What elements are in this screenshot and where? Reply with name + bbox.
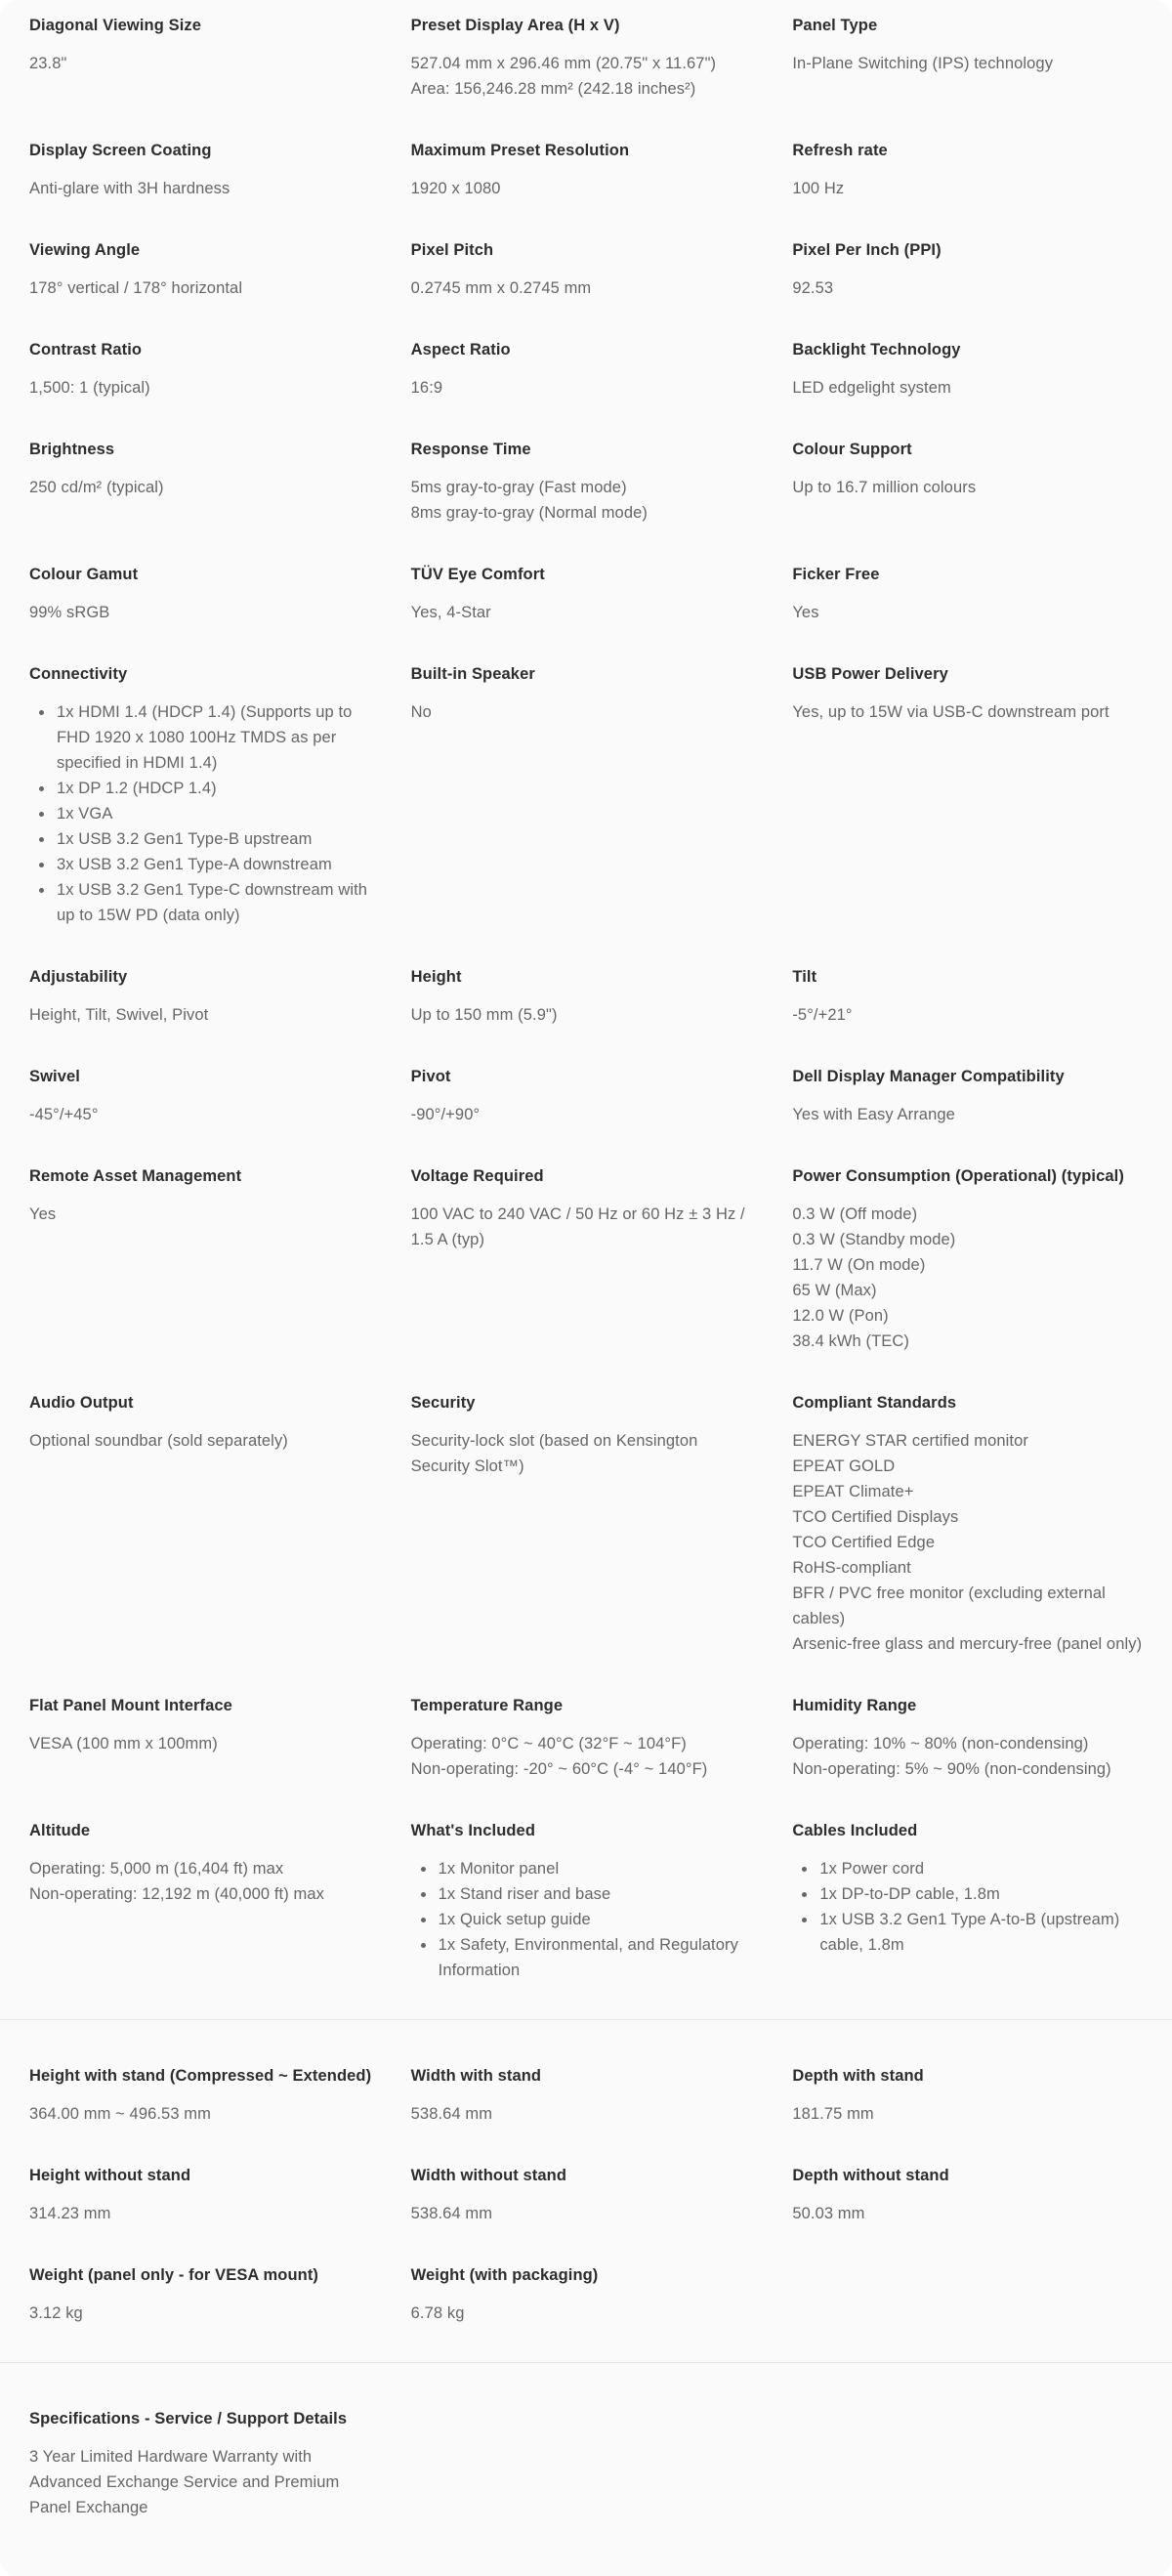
spec-cell [792,237,1143,301]
spec-cell [29,2262,380,2326]
spec-value [792,475,1143,500]
spec-cell [411,964,762,1028]
spec-value-line: 3.12 kg [29,2304,83,2322]
spec-cell [792,1818,1143,1983]
spec-label: Maximum Preset Resolution [410,142,630,159]
spec-value-line: 178° vertical / 178° horizontal [29,279,243,297]
spec-bullet-list [411,1856,762,1983]
spec-row [29,337,1143,401]
spec-value-line: Operating: 5,000 m (16,404 ft) max [29,1860,284,1878]
spec-value [792,275,1143,301]
spec-value-line: Security-lock slot (based on Kensington Security Slot™) [410,1432,698,1475]
spec-label: Aspect Ratio [410,341,511,359]
spec-label: Contrast Ratio [29,341,143,359]
spec-value [29,1102,380,1127]
spec-cell [792,13,1143,102]
spec-cell [792,2163,1143,2226]
spec-value [792,1102,1143,1127]
spec-value-line: 65 W (Max) [792,1282,877,1299]
spec-cell [29,2063,380,2127]
spec-cell [792,1390,1143,1657]
spec-value-line: 250 cd/m² (typical) [29,479,164,496]
spec-value-line: Operating: 0°C ~ 40°C (32°F ~ 104°F) [410,1735,687,1753]
spec-cell [411,2262,762,2326]
spec-label: Depth with stand [792,2067,924,2085]
spec-value [411,51,762,102]
spec-label: Response Time [410,441,531,458]
spec-label: Weight (with packaging) [410,2266,599,2284]
spec-value-line: Yes, up to 15W via USB-C downstream port [792,703,1109,721]
spec-label: Viewing Angle [29,241,141,259]
spec-value-line: LED edgelight system [792,379,951,397]
spec-label: Colour Support [792,441,912,458]
spec-value [29,1856,380,1907]
spec-cell [29,562,380,625]
spec-value [29,2444,380,2520]
spec-value [792,1731,1143,1782]
spec-value-line: 1,500: 1 (typical) [29,379,150,397]
spec-row [29,1818,1143,1983]
spec-label: What's Included [410,1822,536,1839]
spec-value-line: -45°/+45° [29,1106,99,1123]
spec-value-line: EPEAT GOLD [792,1457,896,1475]
spec-value [792,51,1143,76]
spec-cell [29,237,380,301]
spec-cell [411,661,762,928]
spec-value [29,2201,380,2226]
spec-value-line: Non-operating: -20° ~ 60°C (-4° ~ 140°F) [410,1760,708,1778]
spec-value-line: 16:9 [410,379,443,397]
spec-cell [29,2163,380,2226]
spec-value-line: EPEAT Climate+ [792,1483,914,1500]
spec-cell [792,2063,1143,2127]
spec-cell [411,138,762,201]
spec-cell [792,437,1143,526]
spec-value [792,1428,1143,1657]
spec-value-line: In-Plane Switching (IPS) technology [792,55,1054,72]
spec-cell [29,1064,380,1127]
spec-label: Diagonal Viewing Size [29,17,202,34]
spec-label: Ficker Free [792,566,880,583]
spec-value-line: 50.03 mm [792,2205,865,2222]
spec-label: Power Consumption (Operational) (typical) [792,1167,1124,1185]
spec-cell [29,337,380,401]
spec-label: Brightness [29,441,115,458]
bullet-item: • 1x Stand riser and base [437,1881,762,1907]
spec-cell [411,2163,762,2226]
spec-label: Built-in Speaker [410,665,535,683]
spec-cell [29,1693,380,1782]
spec-label: Temperature Range [410,1697,564,1714]
spec-value-line: 8ms gray-to-gray (Normal mode) [410,504,648,522]
spec-cell [411,1693,762,1782]
spec-cell [411,1818,762,1983]
spec-value-line: Yes with Easy Arrange [792,1106,955,1123]
spec-label: Width without stand [410,2167,567,2184]
spec-value [411,176,762,201]
spec-value-line: TCO Certified Displays [792,1508,959,1526]
spec-row [29,964,1143,1028]
spec-value [411,2301,762,2326]
spec-value-line: 100 VAC to 240 VAC / 50 Hz or 60 Hz ± 3 Hz / 1.5 A (typ) [410,1205,745,1248]
spec-value-line: -5°/+21° [792,1006,853,1024]
spec-value-line: 23.8" [29,55,67,72]
spec-value [792,2101,1143,2127]
spec-row [29,1693,1143,1782]
spec-value-line: Optional soundbar (sold separately) [29,1432,288,1450]
spec-row [29,562,1143,625]
spec-row [29,13,1143,102]
spec-value [29,600,380,625]
spec-row [29,437,1143,526]
spec-cell [29,1163,380,1354]
spec-value-line: RoHS-compliant [792,1559,911,1577]
spec-value [29,475,380,500]
spec-value-line: 0.3 W (Off mode) [792,1205,918,1223]
spec-cell [411,1064,762,1127]
spec-value [411,375,762,401]
spec-value [792,375,1143,401]
spec-row [29,1064,1143,1127]
spec-value-line: Non-operating: 5% ~ 90% (non-condensing) [792,1760,1111,1778]
spec-label: Depth without stand [792,2167,949,2184]
spec-cell [792,562,1143,625]
spec-value-line: 1920 x 1080 [410,180,501,197]
spec-label: Audio Output [29,1394,134,1412]
spec-cell [411,562,762,625]
spec-cell [411,237,762,301]
spec-bullet-list [29,699,380,928]
spec-row [29,1390,1143,1657]
bullet-item: • 1x USB 3.2 Gen1 Type-C downstream with up to 15W PD (data only) [55,877,380,928]
spec-value [411,699,762,725]
spec-value-line: Yes [792,604,819,621]
spec-value [411,2101,762,2127]
spec-value [411,475,762,526]
spec-label: Remote Asset Management [29,1167,242,1185]
spec-value [29,51,380,76]
bullet-item: • 3x USB 3.2 Gen1 Type-A downstream [55,852,380,877]
spec-value-line: 38.4 kWh (TEC) [792,1332,909,1350]
bullet-item: • 1x USB 3.2 Gen1 Type-B upstream [55,826,380,852]
spec-cell [792,964,1143,1028]
spec-value-line: Operating: 10% ~ 80% (non-condensing) [792,1735,1089,1753]
spec-label: Display Screen Coating [29,142,212,159]
spec-cell [29,1818,380,1983]
spec-value-line: 0.2745 mm x 0.2745 mm [410,279,592,297]
spec-value-line: 538.64 mm [410,2205,493,2222]
spec-cell [29,138,380,201]
spec-label: Pixel Per Inch (PPI) [792,241,942,259]
spec-value-line: Height, Tilt, Swivel, Pivot [29,1006,209,1024]
spec-value [411,600,762,625]
spec-label: TÜV Eye Comfort [410,566,545,583]
spec-value-line: 3 Year Limited Hardware Warranty with Advanced Exchange Service and Premium Panel Exchange [29,2448,340,2516]
section-divider [0,2019,1172,2020]
spec-value-line: VESA (100 mm x 100mm) [29,1735,218,1753]
spec-label: Height without stand [29,2167,191,2184]
spec-value-line: Area: 156,246.28 mm² (242.18 inches²) [410,80,696,98]
bullet-item: • 1x Safety, Environmental, and Regulatory Information [437,1932,762,1983]
spec-value-line: 5ms gray-to-gray (Fast mode) [410,479,627,496]
spec-value-line: 0.3 W (Standby mode) [792,1231,956,1248]
spec-value-line: 11.7 W (On mode) [792,1256,926,1274]
spec-cell [29,2406,380,2520]
spec-value-line: 92.53 [792,279,834,297]
spec-cell [29,1390,380,1657]
spec-value [792,1002,1143,1028]
spec-cell [411,2063,762,2127]
bullet-item: • 1x HDMI 1.4 (HDCP 1.4) (Supports up to FHD 1920 x 1080 100Hz TMDS as per specified in HDMI 1.4) [55,699,380,776]
spec-value [792,2201,1143,2226]
spec-cell [29,964,380,1028]
spec-value-line: 6.78 kg [410,2304,465,2322]
spec-label: Pivot [410,1068,451,1085]
spec-value-line: Yes, 4-Star [410,604,491,621]
spec-cell [411,337,762,401]
spec-cell [411,1163,762,1354]
spec-row [29,2163,1143,2226]
spec-label: Refresh rate [792,142,888,159]
spec-label: Specifications - Service / Support Details [29,2410,348,2428]
spec-value [29,375,380,401]
spec-bullet-list [792,1856,1143,1958]
spec-label: Security [410,1394,476,1412]
bullet-item: • 1x Quick setup guide [437,1907,762,1932]
spec-value-line: 99% sRGB [29,604,110,621]
spec-value-line: Up to 16.7 million colours [792,479,977,496]
spec-value [411,1002,762,1028]
spec-value [29,176,380,201]
bullet-item: • 1x DP 1.2 (HDCP 1.4) [55,776,380,801]
spec-value-line: 364.00 mm ~ 496.53 mm [29,2105,211,2123]
spec-label: Preset Display Area (H x V) [410,17,620,34]
spec-value [792,699,1143,725]
spec-value-line: 12.0 W (Pon) [792,1307,889,1325]
spec-cell [411,13,762,102]
spec-value-line: Yes [29,1205,57,1223]
spec-label: Backlight Technology [792,341,961,359]
spec-label: Tilt [792,968,817,986]
spec-label: Swivel [29,1068,80,1085]
spec-value [792,176,1143,201]
bullet-item: • 1x VGA [55,801,380,826]
spec-row [29,237,1143,301]
spec-value [411,1731,762,1782]
spec-label: Adjustability [29,968,128,986]
spec-value [792,1202,1143,1354]
spec-value-line: 100 Hz [792,180,845,197]
spec-value-line: BFR / PVC free monitor (excluding external cables) [792,1584,1106,1627]
bullet-item: • 1x USB 3.2 Gen1 Type A-to-B (upstream) cable, 1.8m [817,1907,1143,1958]
spec-cell [29,661,380,928]
spec-value-line: ENERGY STAR certified monitor [792,1432,1028,1450]
spec-value-line: 538.64 mm [410,2105,493,2123]
spec-label: Altitude [29,1822,91,1839]
spec-cell [792,1693,1143,1782]
spec-row [29,138,1143,201]
spec-label: Voltage Required [410,1167,544,1185]
spec-label: Width with stand [410,2067,542,2085]
spec-value [411,1202,762,1252]
spec-value-line: 314.23 mm [29,2205,111,2222]
spec-value [411,275,762,301]
spec-value-line: Up to 150 mm (5.9") [410,1006,558,1024]
spec-cell [792,1064,1143,1127]
spec-value-line: Arsenic-free glass and mercury-free (panel only) [792,1635,1143,1653]
section-divider [0,2362,1172,2363]
spec-value-line: Non-operating: 12,192 m (40,000 ft) max [29,1885,324,1903]
spec-value [29,1731,380,1756]
spec-row [29,661,1143,928]
spec-label: Height [410,968,462,986]
spec-value [411,2201,762,2226]
spec-cell [792,661,1143,928]
spec-cell [29,437,380,526]
spec-label: Compliant Standards [792,1394,957,1412]
spec-value-line: TCO Certified Edge [792,1534,936,1551]
spec-cell [411,1390,762,1657]
spec-label: Connectivity [29,665,128,683]
spec-label: Weight (panel only - for VESA mount) [29,2266,319,2284]
spec-value [29,1428,380,1454]
spec-value-line: 527.04 mm x 296.46 mm (20.75" x 11.67") [410,55,717,72]
spec-label: Dell Display Manager Compatibility [792,1068,1065,1085]
spec-value-line: 181.75 mm [792,2105,874,2123]
spec-label: Flat Panel Mount Interface [29,1697,232,1714]
spec-value [411,1102,762,1127]
spec-value [29,1202,380,1227]
bullet-item: • 1x Monitor panel [437,1856,762,1881]
spec-cell [792,1163,1143,1354]
spec-row [29,1163,1143,1354]
spec-label: Cables Included [792,1822,918,1839]
bullet-item: • 1x DP-to-DP cable, 1.8m [817,1881,1143,1907]
spec-label: Humidity Range [792,1697,917,1714]
spec-cell [792,138,1143,201]
spec-cell [411,437,762,526]
spec-value [411,1428,762,1479]
spec-value [792,600,1143,625]
spec-label: USB Power Delivery [792,665,948,683]
spec-row [29,2406,1143,2520]
spec-label: Colour Gamut [29,566,139,583]
spec-cell [29,13,380,102]
spec-value-line: No [410,703,432,721]
spec-label: Pixel Pitch [410,241,494,259]
spec-value [29,1002,380,1028]
spec-value [29,2301,380,2326]
bullet-item: • 1x Power cord [817,1856,1143,1881]
spec-row [29,2262,1143,2326]
spec-label: Height with stand (Compressed ~ Extended) [29,2067,372,2085]
spec-value [29,2101,380,2127]
spec-value-line: Anti-glare with 3H hardness [29,180,230,197]
spec-label: Panel Type [792,17,878,34]
spec-row [29,2063,1143,2127]
spec-value [29,275,380,301]
spec-value-line: -90°/+90° [410,1106,481,1123]
spec-cell [792,337,1143,401]
